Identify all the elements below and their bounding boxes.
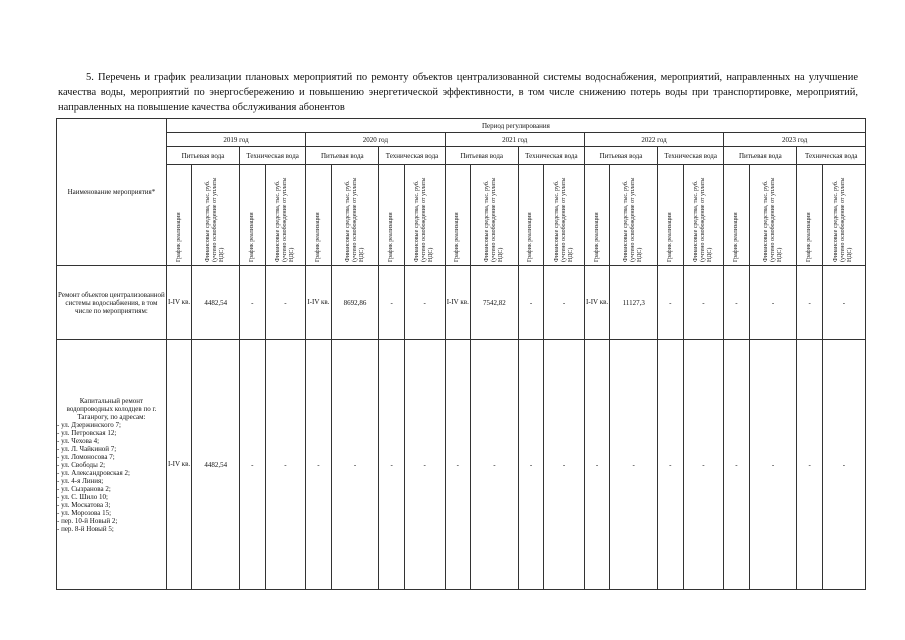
drinking-water-header: Питьевая вода [584, 147, 657, 165]
column-headers-row [57, 165, 866, 266]
technical-water-header: Техническая вода [658, 147, 724, 165]
table-cell: - [658, 266, 683, 340]
plan-table [56, 118, 866, 590]
address-item: - ул. С. Шило 10; [57, 492, 108, 501]
funds-header: Финансовые средства, тыс. руб. (учтено освобождение от уплаты НДС) [822, 165, 865, 266]
table-cell: - [749, 266, 797, 340]
table-cell: 4482,54 [192, 266, 240, 340]
funds-header: Финансовые средства, тыс. руб. (учтено освобождение от уплаты НДС) [404, 165, 445, 266]
schedule-header: График реализации [166, 165, 191, 266]
technical-water-header: Техническая вода [518, 147, 584, 165]
table-cell: - [683, 266, 724, 340]
table-cell: - [584, 340, 609, 590]
table-row [57, 266, 866, 340]
schedule-header: График реализации [584, 165, 609, 266]
table-cell: 8692,86 [331, 266, 379, 340]
drinking-water-header: Питьевая вода [306, 147, 379, 165]
table-cell: - [331, 340, 379, 590]
row-name [57, 340, 167, 590]
table-cell: - [240, 340, 265, 590]
table-cell: - [404, 340, 445, 590]
table-row [57, 340, 866, 590]
table-cell: - [518, 340, 543, 590]
table-cell: - [379, 266, 404, 340]
table-cell: - [544, 340, 585, 590]
funds-header: Финансовые средства, тыс. руб. (учтено освобождение от уплаты НДС) [331, 165, 379, 266]
technical-water-header: Техническая вода [379, 147, 445, 165]
row-name: Ремонт объектов централизованной системы водоснабжения, в том числе по мероприятиям: [57, 266, 167, 340]
funds-header: Финансовые средства, тыс. руб. (учтено освобождение от уплаты НДС) [192, 165, 240, 266]
year-header: 2019 год [166, 133, 305, 147]
table-cell: I-IV кв. [306, 266, 331, 340]
technical-water-header: Техническая вода [797, 147, 866, 165]
funds-header: Финансовые средства, тыс. руб. (учтено освобождение от уплаты НДС) [265, 165, 306, 266]
table-cell: - [683, 340, 724, 590]
address-item: - ул. Л. Чайкиной 7; [57, 444, 117, 453]
funds-header: Финансовые средства, тыс. руб. (учтено освобождение от уплаты НДС) [610, 165, 658, 266]
schedule-header: График реализации [518, 165, 543, 266]
drinking-water-header: Питьевая вода [445, 147, 518, 165]
address-item: - ул. Свободы 2; [57, 460, 106, 469]
address-item: - пер. 10-й Новый 2; [57, 516, 118, 525]
address-item: - ул. Чехова 4; [57, 436, 100, 445]
schedule-header: График реализации [379, 165, 404, 266]
row-name-text: Капитальный ремонт водопроводных колодцев по г. Таганрогу, по адресам: [66, 396, 157, 421]
table-cell: - [610, 340, 658, 590]
table-cell: - [797, 266, 822, 340]
address-item: - ул. Сызранова 2; [57, 484, 111, 493]
funds-header: Финансовые средства, тыс. руб. (учтено освобождение от уплаты НДС) [683, 165, 724, 266]
drinking-water-header: Питьевая вода [724, 147, 797, 165]
technical-water-header: Техническая вода [240, 147, 306, 165]
name-column-header: Наименование мероприятия* [57, 119, 167, 266]
table-cell: - [544, 266, 585, 340]
table-cell: - [265, 266, 306, 340]
section-heading [58, 70, 858, 115]
address-item: - пер. 8-й Новый 5; [57, 524, 114, 533]
section-heading-text: 5. Перечень и график реализации плановых мероприятий по ремонту объектов централизованной системы водоснабжения, мероприятий, направленных на улучшение качества воды, мероприятий по энергосбережению и повышению энергетической эффективности, в том числе снижению потерь воды при транспортировке, мероприятий, направленных на повышение качества обслуживания абонентов [58, 72, 858, 113]
table-cell: I-IV кв. [584, 266, 609, 340]
address-item: - ул. Александровская 2; [57, 468, 130, 477]
table-cell: - [822, 340, 865, 590]
table-cell: - [724, 340, 749, 590]
funds-header: Финансовые средства, тыс. руб. (учтено освобождение от уплаты НДС) [544, 165, 585, 266]
address-item: - ул. Петровская 12; [57, 428, 117, 437]
table-cell: - [518, 266, 543, 340]
address-item: - ул. Морозова 15; [57, 508, 112, 517]
period-header: Период регулирования [166, 119, 865, 133]
drinking-water-header: Питьевая вода [166, 147, 239, 165]
schedule-header: График реализации [306, 165, 331, 266]
table-cell: I-IV кв. [166, 266, 191, 340]
table-cell: - [306, 340, 331, 590]
address-item: - ул. 4-я Линия; [57, 476, 104, 485]
table-cell: - [404, 266, 445, 340]
year-header: 2020 год [306, 133, 445, 147]
year-header: 2021 год [445, 133, 584, 147]
table-cell: - [797, 340, 822, 590]
table-cell: - [822, 266, 865, 340]
table-cell: - [749, 340, 797, 590]
table-cell: I-IV кв. [166, 340, 191, 590]
year-header: 2022 год [584, 133, 723, 147]
table-cell: 11127,3 [610, 266, 658, 340]
address-item: - ул. Дзержинского 7; [57, 420, 121, 429]
table-cell: 4482,54 [192, 340, 240, 590]
table-cell: I-IV кв. [445, 266, 470, 340]
address-item: - ул. Москатова 3; [57, 500, 111, 509]
funds-header: Финансовые средства, тыс. руб. (учтено освобождение от уплаты НДС) [749, 165, 797, 266]
schedule-header: График реализации [797, 165, 822, 266]
year-header: 2023 год [724, 133, 866, 147]
table-cell: - [379, 340, 404, 590]
table-cell: - [470, 340, 518, 590]
table-cell: - [658, 340, 683, 590]
table-cell: 7542,82 [470, 266, 518, 340]
address-item: - ул. Ломоносова 7; [57, 452, 115, 461]
table-cell: - [265, 340, 306, 590]
table-cell: - [724, 266, 749, 340]
table-cell: - [445, 340, 470, 590]
schedule-header: График реализации [658, 165, 683, 266]
funds-header: Финансовые средства, тыс. руб. (учтено освобождение от уплаты НДС) [470, 165, 518, 266]
table-cell: - [240, 266, 265, 340]
schedule-header: График реализации [445, 165, 470, 266]
schedule-header: График реализации [724, 165, 749, 266]
schedule-header: График реализации [240, 165, 265, 266]
